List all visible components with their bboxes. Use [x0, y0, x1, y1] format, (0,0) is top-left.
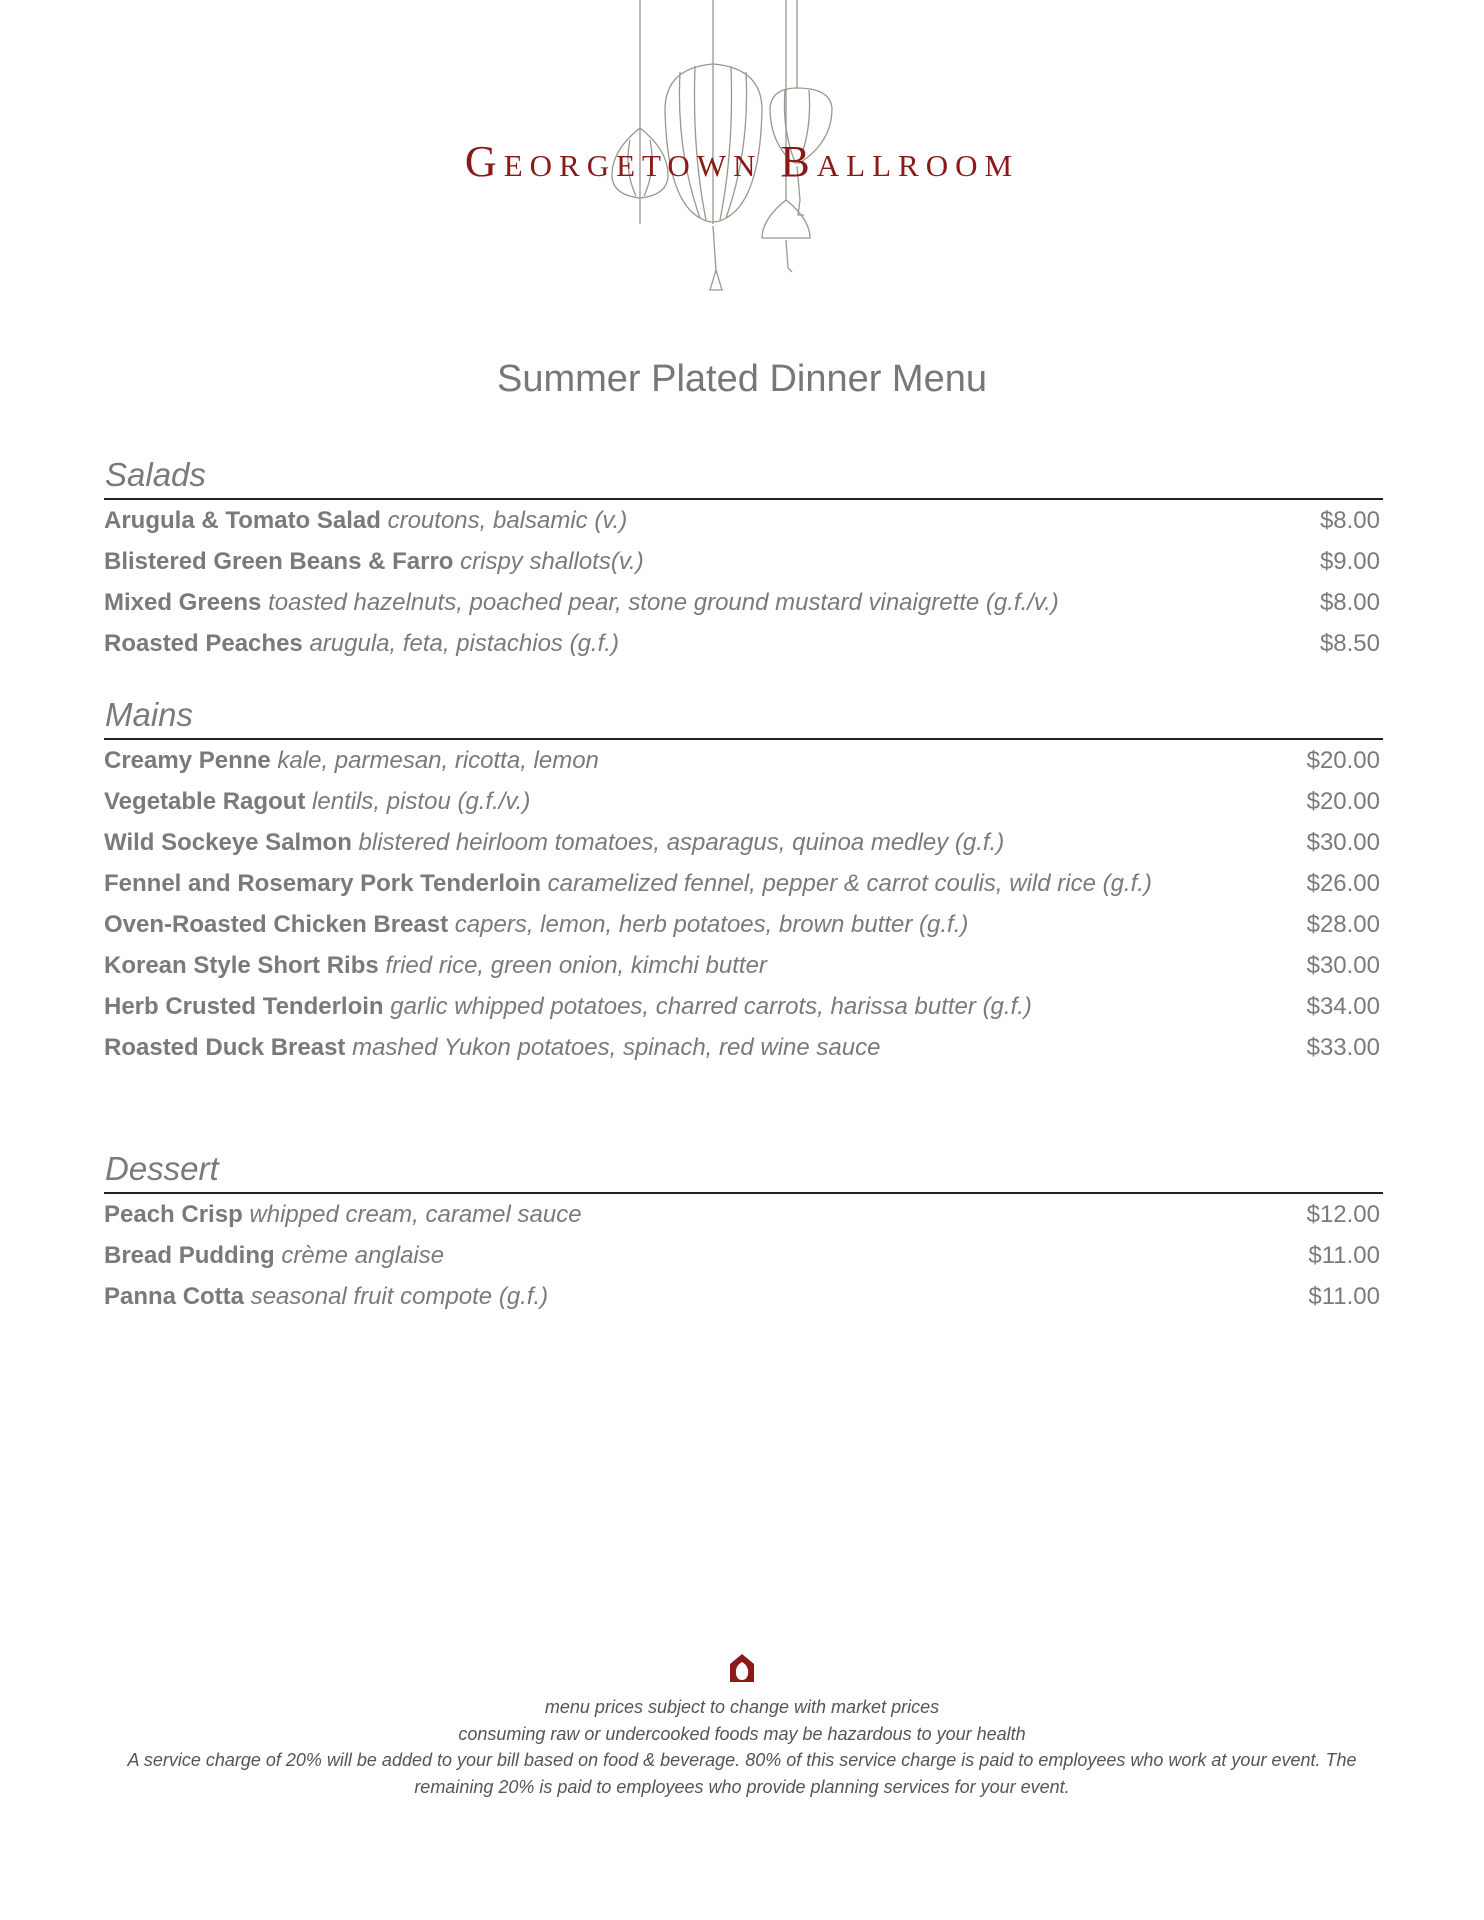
item-name: Panna Cotta [104, 1283, 245, 1310]
menu-item [104, 582, 1383, 623]
item-description: capers, lemon, herb potatoes, brown butter (g.f.) [454, 911, 969, 938]
item-price: $30.00 [1306, 952, 1380, 979]
item-name: Roasted Duck Breast [104, 1034, 346, 1061]
item-price: $9.00 [1319, 548, 1380, 575]
item-text [104, 1235, 444, 1276]
item-text [104, 582, 1059, 623]
house-icon [730, 1654, 754, 1682]
item-description: blistered heirloom tomatoes, asparagus, quinoa medley (g.f.) [358, 829, 1005, 856]
menu-item [104, 945, 1383, 986]
item-price: $28.00 [1306, 911, 1380, 938]
item-text [104, 1276, 548, 1317]
item-description: arugula, feta, pistachios (g.f.) [309, 630, 619, 657]
item-text [104, 822, 1004, 863]
item-text [104, 1194, 582, 1235]
item-description: lentils, pistou (g.f./v.) [312, 788, 531, 815]
item-name: Peach Crisp [104, 1201, 243, 1228]
item-description: croutons, balsamic (v.) [387, 507, 628, 534]
item-text [104, 500, 627, 541]
item-description: toasted hazelnuts, poached pear, stone ground mustard vinaigrette (g.f./v.) [268, 589, 1059, 616]
item-price: $8.00 [1319, 507, 1380, 534]
item-description: whipped cream, caramel sauce [249, 1201, 582, 1228]
page-title: Summer Plated Dinner Menu [497, 358, 987, 400]
menu-item [104, 500, 1383, 541]
footer-line: consuming raw or undercooked foods may be hazardous to your health [458, 1723, 1026, 1744]
logo-text: Georgetown Ballroom [464, 137, 1020, 186]
section-heading: Salads [104, 452, 1383, 500]
item-text [104, 541, 644, 582]
menu-item [104, 1194, 1383, 1235]
menu-item [104, 1235, 1383, 1276]
item-description: garlic whipped potatoes, charred carrots, harissa butter (g.f.) [390, 993, 1032, 1020]
item-text [104, 1027, 880, 1068]
menu-item [104, 1276, 1383, 1317]
item-name: Creamy Penne [104, 747, 271, 774]
item-price: $30.00 [1306, 829, 1380, 856]
item-name: Fennel and Rosemary Pork Tenderloin [104, 870, 541, 897]
item-name: Blistered Green Beans & Farro [104, 548, 454, 575]
section-heading: Mains [104, 692, 1383, 740]
item-price: $11.00 [1308, 1283, 1380, 1310]
footer-line: A service charge of 20% will be added to your bill based on food & beverage. 80% of this service charge is paid to employees who work at your event. The remaining 20% is paid to employees who provide planning services for your event. [127, 1750, 1357, 1797]
item-price: $11.00 [1308, 1242, 1380, 1269]
item-price: $8.50 [1319, 630, 1380, 657]
item-name: Korean Style Short Ribs [104, 952, 379, 979]
section-salads [104, 452, 1383, 664]
item-text [104, 904, 968, 945]
item-price: $20.00 [1306, 788, 1380, 815]
menu-item [104, 740, 1383, 781]
menu-item [104, 863, 1383, 904]
item-price: $33.00 [1306, 1034, 1380, 1061]
item-name: Vegetable Ragout [104, 788, 306, 815]
logo [0, 0, 1484, 310]
menu-item [104, 781, 1383, 822]
menu-item [104, 541, 1383, 582]
item-name: Oven-Roasted Chicken Breast [104, 911, 449, 938]
item-name: Wild Sockeye Salmon [104, 829, 352, 856]
item-description: caramelized fennel, pepper & carrot coulis, wild rice (g.f.) [547, 870, 1152, 897]
item-name: Arugula & Tomato Salad [104, 507, 381, 534]
item-price: $8.00 [1319, 589, 1380, 616]
item-price: $12.00 [1306, 1201, 1380, 1228]
item-description: crème anglaise [281, 1242, 445, 1269]
item-name: Mixed Greens [104, 589, 262, 616]
item-name: Herb Crusted Tenderloin [104, 993, 384, 1020]
item-price: $20.00 [1306, 747, 1380, 774]
item-name: Bread Pudding [104, 1242, 275, 1269]
menu-item [104, 904, 1383, 945]
item-price: $26.00 [1306, 870, 1380, 897]
item-text [104, 781, 530, 822]
section-mains [104, 692, 1383, 1068]
item-text [104, 945, 767, 986]
item-description: seasonal fruit compote (g.f.) [250, 1283, 549, 1310]
item-description: kale, parmesan, ricotta, lemon [277, 747, 599, 774]
item-text [104, 740, 599, 781]
item-description: fried rice, green onion, kimchi butter [385, 952, 767, 979]
section-heading: Dessert [104, 1146, 1383, 1194]
item-text [104, 986, 1032, 1027]
footer-line: menu prices subject to change with market prices [544, 1697, 940, 1717]
menu-item [104, 1027, 1383, 1068]
menu-item [104, 822, 1383, 863]
section-dessert [104, 1146, 1383, 1317]
item-description: crispy shallots(v.) [460, 548, 644, 575]
footer-notes [100, 1694, 1384, 1800]
menu-item [104, 986, 1383, 1027]
item-description: mashed Yukon potatoes, spinach, red wine sauce [352, 1034, 881, 1061]
item-text [104, 623, 619, 664]
menu-item [104, 623, 1383, 664]
item-text [104, 863, 1152, 904]
item-name: Roasted Peaches [104, 630, 303, 657]
item-price: $34.00 [1306, 993, 1380, 1020]
